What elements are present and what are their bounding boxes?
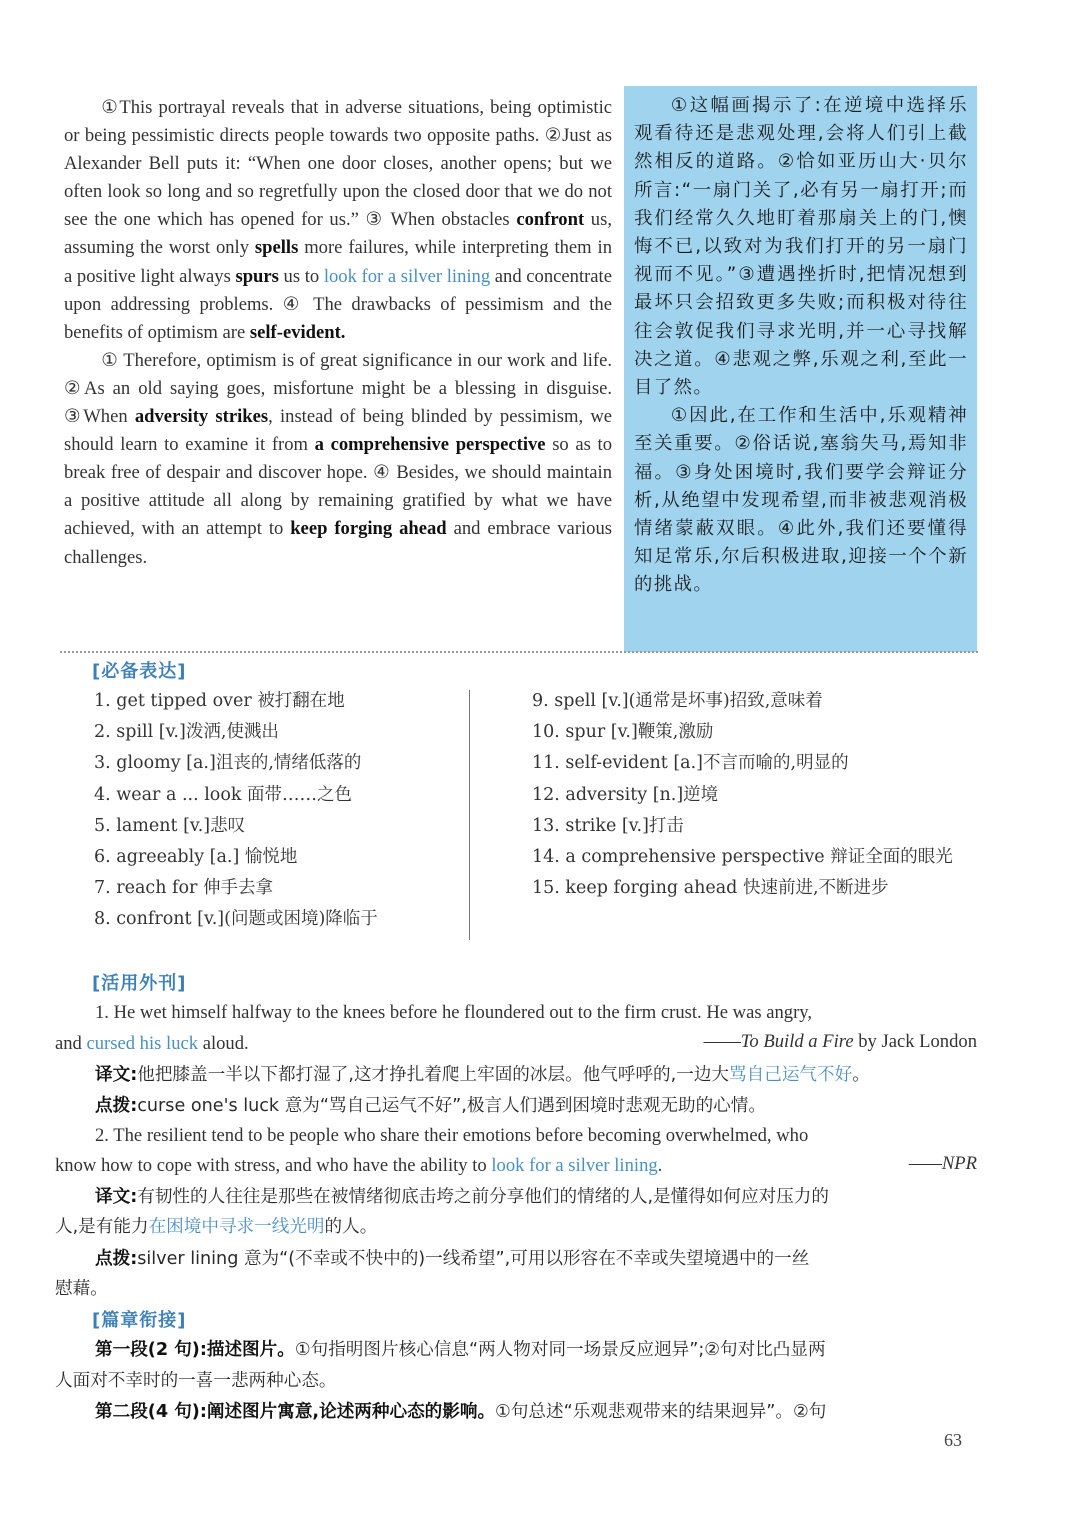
passage-text: , instead of being blinded by pessimism, we should learn to examine it from	[64, 406, 612, 456]
source-title: To Build a Fire	[740, 1031, 854, 1052]
vocab-item: 15. keep forging ahead 快速前进,不断进步	[532, 878, 889, 899]
vocab-list-left	[94, 686, 378, 936]
vocab-item: 3. gloomy [a.]沮丧的,情绪低落的	[94, 753, 362, 774]
cn-paragraph-1: ①这幅画揭示了:在逆境中选择乐观看待还是悲观处理,会将人们引上截然相反的道路。②恰如亚历山大·贝尔所言:“一扇门关了,必有另一扇打开;而我们经常久久地盯着那扇关上的门,懊悔不已,以致对为我们打开的另一扇门视而不见。”③遭遇挫折时,把情况想到最坏只会招致更多失败;而积极对待往往会敦促我们寻求光明,并一心寻找解决之道。④悲观之弊,乐观之利,至此一目了然。	[634, 95, 968, 399]
chinese-translation-box	[624, 86, 977, 652]
source-npr: ——NPR	[908, 1153, 977, 1174]
translation-label: 译文:	[95, 1065, 138, 1085]
example-2-line-2	[55, 1151, 977, 1182]
structure-text: ①句总述“乐观悲观带来的结果迥异”。②句	[495, 1402, 827, 1422]
example-2-note-line-2: 慰藉。	[55, 1279, 108, 1299]
vocab-item: 14. a comprehensive perspective 辩证全面的眼光	[532, 847, 953, 868]
example-1-text: and	[55, 1033, 87, 1054]
example-1-note	[55, 1091, 977, 1122]
vocab-column-divider	[469, 690, 470, 940]
key-term: self-evident.	[249, 321, 346, 343]
passage-text: so as to break free of despair and discover hope. ④ Besides, we should maintain a positive attitude all along by remaining gratified by what we have achieved, with an attempt to	[64, 434, 612, 540]
example-1-highlight: cursed his luck	[86, 1033, 199, 1054]
note-text: curse one's luck 意为“骂自己运气不好”,极言人们遇到困境时悲观无助的心情。	[137, 1096, 766, 1116]
example-1-line-1: 1. He wet himself halfway to the knees before he floundered out to the firm crust. He was angry,	[95, 1002, 813, 1023]
en-paragraph-2	[64, 347, 612, 572]
translation-highlight: 在困境中寻求一线光明	[148, 1217, 325, 1237]
example-2-text-end: .	[657, 1155, 663, 1176]
example-1-translation	[55, 1060, 977, 1091]
example-2-text: know how to cope with stress, and who have the ability to	[55, 1155, 492, 1176]
vocab-item: 12. adversity [n.]逆境	[532, 784, 719, 805]
example-2-highlight: look for a silver lining	[491, 1155, 658, 1176]
passage-text: more failures, while interpreting them in a positive light always	[64, 237, 612, 287]
note-label: 点拨:	[95, 1096, 138, 1116]
passage-text: and embrace various challenges.	[64, 518, 613, 568]
chinese-translation-text	[634, 92, 968, 600]
structure-paragraph-1-cont: 人面对不幸时的一喜一悲两种心态。	[55, 1371, 337, 1391]
passage-text: us, assuming the worst only	[64, 209, 612, 259]
vocab-item: 5. lament [v.]悲叹	[94, 815, 246, 836]
example-2-translation-line-2	[55, 1212, 977, 1243]
key-term: a comprehensive perspective	[314, 434, 546, 456]
translation-label: 译文:	[95, 1187, 138, 1207]
dotted-divider	[60, 651, 978, 653]
source-dash: ——	[703, 1031, 741, 1052]
key-term: spurs	[235, 265, 279, 287]
structure-paragraph-2	[55, 1397, 977, 1428]
structure-label: 第二段(4 句):阐述图片寓意,论述两种心态的影响。	[95, 1402, 496, 1422]
example-2-line-1: 2. The resilient tend to be people who share their emotions before becoming overwhelmed, who	[95, 1125, 809, 1146]
structure-paragraph-1	[55, 1335, 977, 1366]
translation-text: 他把膝盖一半以下都打湿了,这才挣扎着爬上牢固的冰层。他气呼呼的,一边大	[137, 1065, 730, 1085]
key-term: keep forging ahead	[290, 518, 447, 540]
note-label: 点拨:	[95, 1249, 138, 1269]
highlight-phrase: look for a silver lining	[323, 265, 491, 287]
vocab-item: 4. wear a ... look 面带……之色	[94, 784, 353, 805]
structure-label: 第一段(2 句):描述图片。	[95, 1340, 295, 1360]
translation-highlight: 骂自己运气不好	[729, 1065, 853, 1085]
translation-text-end: 。	[852, 1065, 870, 1085]
vocab-item: 1. get tipped over 被打翻在地	[94, 691, 345, 711]
key-term: spells	[254, 237, 299, 259]
vocab-item: 7. reach for 伸手去拿	[94, 878, 273, 899]
passage-text: ①This portrayal reveals that in adverse situations, being optimistic or being pessimistic directs people towards two opposite paths. ②Just as Alexander Bell puts it: “When one door closes, another opens; but we often look so long and so regretfully upon the closed door that we do not see the one which has opened for us.” ③ When obstacles	[64, 97, 612, 231]
vocab-item: 2. spill [v.]泼洒,使溅出	[94, 722, 279, 743]
translation-text: 人,是有能力	[55, 1217, 149, 1237]
passage-text: ① Therefore, optimism is of great significance in our work and life. ②As an old saying goes, misfortune might be a blessing in disguise. ③When	[64, 349, 612, 428]
section-header-structure: [篇章衔接]	[92, 1310, 187, 1331]
page-number: 63	[944, 1430, 962, 1450]
vocab-item: 6. agreeably [a.] 愉悦地	[94, 847, 298, 868]
vocab-item: 9. spell [v.](通常是坏事)招致,意味着	[532, 691, 823, 711]
passage-text: us to	[278, 265, 324, 287]
en-paragraph-1	[64, 94, 612, 347]
example-2-translation-line-1	[55, 1182, 977, 1213]
structure-text: ①句指明图片核心信息“两人物对同一场景反应迥异”;②句对比凸显两	[294, 1340, 826, 1360]
source-author: by Jack London	[853, 1031, 977, 1052]
section-header-vocab: [必备表达]	[92, 661, 187, 682]
translation-text: 有韧性的人往往是那些在被情绪彻底击垮之前分享他们的情绪的人,是懂得如何应对压力的	[137, 1187, 829, 1207]
translation-text-end: 的人。	[324, 1217, 378, 1237]
example-2-source	[909, 1153, 977, 1175]
section-header-usage: [活用外刊]	[92, 973, 187, 994]
english-passage	[64, 94, 612, 572]
vocab-item: 10. spur [v.]鞭策,激励	[532, 722, 714, 743]
vocab-item: 8. confront [v.](问题或困境)降临于	[94, 909, 378, 930]
example-1-source	[704, 1031, 977, 1053]
example-1-text-end: aloud.	[198, 1033, 249, 1054]
example-2-note-line-1	[55, 1244, 977, 1275]
vocab-item: 11. self-evident [a.]不言而喻的,明显的	[532, 753, 849, 774]
key-term: adversity strikes	[134, 406, 269, 428]
vocab-list-right	[532, 686, 953, 904]
key-term: confront	[516, 209, 585, 231]
note-text: silver lining 意为“(不幸或不快中的)一线希望”,可用以形容在不幸或失望境遇中的一丝	[137, 1249, 810, 1269]
passage-text: and concentrate upon addressing problems. ④ The drawbacks of pessimism and the benefits of optimism are	[64, 265, 612, 343]
cn-paragraph-2: ①因此,在工作和生活中,乐观精神至关重要。②俗话说,塞翁失马,焉知非福。③身处困境时,我们要学会辩证分析,从绝望中发现希望,而非被悲观消极情绪蒙蔽双眼。④此外,我们还要懂得知足常乐,尔后积极进取,迎接一个个新的挑战。	[634, 405, 968, 596]
vocab-item: 13. strike [v.]打击	[532, 815, 684, 836]
